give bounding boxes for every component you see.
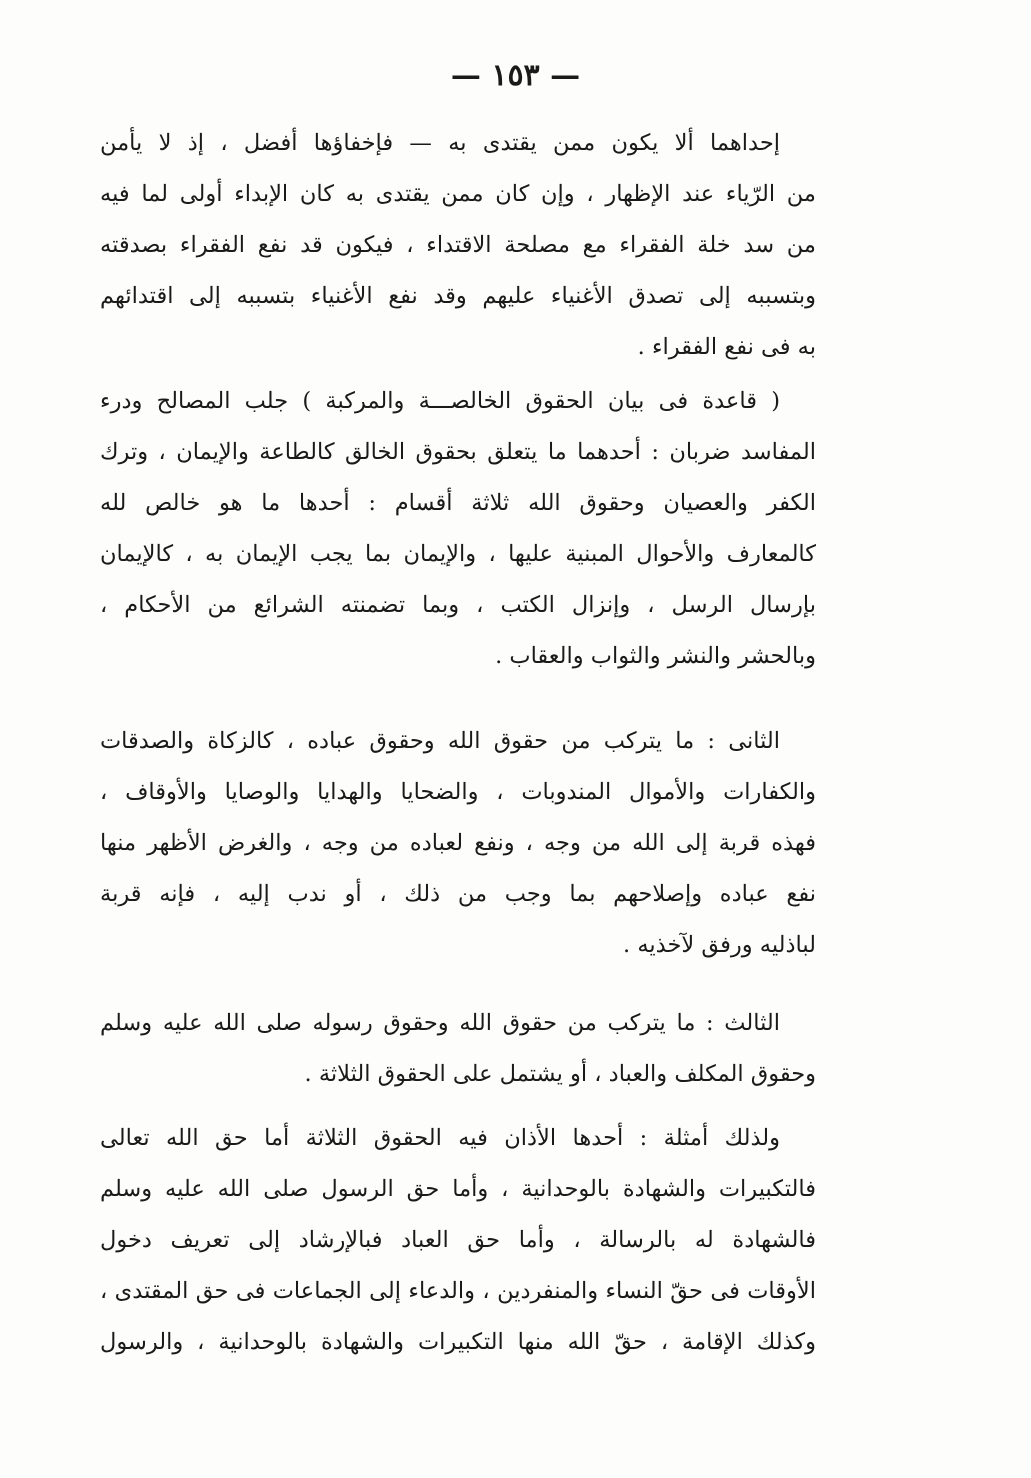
paragraph-line: الأوقات فى حقّ النساء والمنفردين ، والدعاء إلى الجماعات فى حق المقتدى ، <box>100 1278 816 1304</box>
paragraph-line: وحقوق المكلف والعباد ، أو يشتمل على الحقوق الثلاثة . <box>304 1061 816 1087</box>
paragraph-5 <box>100 1113 816 1368</box>
paragraph-line: لباذليه ورفق لآخذيه . <box>623 932 816 958</box>
paragraph-line: والكفارات والأموال المندوبات ، والضحايا والهدايا والوصايا والأوقاف ، <box>100 779 816 805</box>
paragraph-line: به فى نفع الفقراء . <box>637 334 816 360</box>
paragraph-line: الثالث : ما يتركب من حقوق الله وحقوق رسوله صلى الله عليه وسلم <box>100 1010 780 1036</box>
paragraph-line: نفع عباده وإصلاحهم بما وجب من ذلك ، أو ندب إليه ، فإنه قربة <box>100 881 816 907</box>
paragraph-line: وبتسببه إلى تصدق الأغنياء عليهم وقد نفع الأغنياء بتسببه إلى اقتدائهم <box>100 283 816 309</box>
paragraph-line: وكذلك الإقامة ، حقّ الله منها التكبيرات والشهادة بالوحدانية ، والرسول <box>100 1329 816 1355</box>
paragraph-line: فالتكبيرات والشهادة بالوحدانية ، وأما حق الرسول صلى الله عليه وسلم <box>100 1176 816 1202</box>
paragraph-line: فهذه قربة إلى الله من وجه ، ونفع لعباده من وجه ، والغرض الأظهر منها <box>100 830 816 856</box>
paragraph-line: إحداهما ألا يكون ممن يقتدى به — فإخفاؤها أفضل ، إذ لا يأمن <box>100 130 780 156</box>
paragraph-line: المفاسد ضربان : أحدهما ما يتعلق بحقوق الخالق كالطاعة والإيمان ، وترك <box>100 439 816 465</box>
paragraph-line: كالمعارف والأحوال المبنية عليها ، والإيمان بما يجب الإيمان به ، كالإيمان <box>100 541 816 567</box>
paragraph-line: من الرّياء عند الإظهار ، وإن كان ممن يقتدى به كان الإبداء أولى لما فيه <box>100 181 816 207</box>
page-number: — ١٥٣ — <box>450 58 581 93</box>
paragraph-line: فالشهادة له بالرسالة ، وأما حق العباد فبالإرشاد إلى تعريف دخول <box>100 1227 816 1253</box>
paragraph-4 <box>100 998 816 1100</box>
paragraph-2 <box>100 376 816 682</box>
paragraph-1 <box>100 118 816 373</box>
paragraph-line: الثانى : ما يتركب من حقوق الله وحقوق عباده ، كالزكاة والصدقات <box>100 728 780 754</box>
paragraph-line: وبالحشر والنشر والثواب والعقاب . <box>495 643 816 669</box>
paragraph-line: ولذلك أمثلة : أحدها الأذان فيه الحقوق الثلاثة أما حق الله تعالى <box>100 1125 780 1151</box>
paragraph-line: من سد خلة الفقراء مع مصلحة الاقتداء ، فيكون قد نفع الفقراء بصدقته <box>100 232 816 258</box>
paragraph-3 <box>100 716 816 971</box>
paragraph-line: الكفر والعصيان وحقوق الله ثلاثة أقسام : أحدها ما هو خالص لله <box>100 490 816 516</box>
paragraph-line: ( قاعدة فى بيان الحقوق الخالصـــة والمركبة ) جلب المصالح ودرء <box>100 388 780 414</box>
paragraph-line: بإرسال الرسل ، وإنزال الكتب ، وبما تضمنته الشرائع من الأحكام ، <box>100 592 816 618</box>
